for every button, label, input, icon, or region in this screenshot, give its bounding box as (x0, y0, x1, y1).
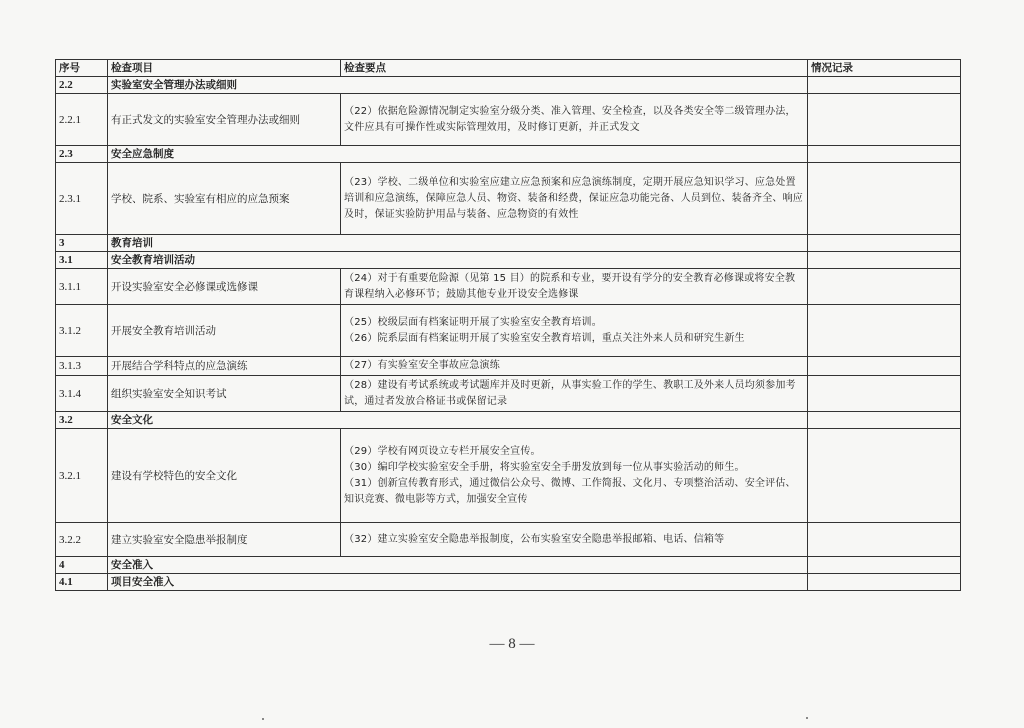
check-point: （30）编印学校实验室安全手册，将实验室安全手册发放到每一位从事实验活动的师生。 (344, 461, 745, 473)
check-points (341, 523, 808, 557)
row-number: 3.2 (56, 412, 108, 429)
table-row (56, 357, 961, 376)
record-cell (808, 429, 961, 523)
record-cell (808, 235, 961, 252)
row-number: 3.1.4 (56, 376, 108, 412)
row-number: 2.3.1 (56, 163, 108, 235)
row-number: 4 (56, 557, 108, 574)
section-title: 安全应急制度 (108, 146, 808, 163)
table-row (56, 163, 961, 235)
header-no: 序号 (56, 60, 108, 77)
table-row (56, 305, 961, 357)
record-cell (808, 146, 961, 163)
row-number: 3.2.2 (56, 523, 108, 557)
check-item: 组织实验室安全知识考试 (108, 376, 341, 412)
check-points (341, 357, 808, 376)
row-number: 2.2 (56, 77, 108, 94)
section-title: 项目安全准入 (108, 574, 808, 591)
table-body (56, 77, 961, 591)
check-item: 建立实验室安全隐患举报制度 (108, 523, 341, 557)
section-row (56, 574, 961, 591)
record-cell (808, 376, 961, 412)
table-row (56, 376, 961, 412)
section-row (56, 557, 961, 574)
section-title: 安全教育培训活动 (108, 252, 808, 269)
header-item: 检查项目 (108, 60, 341, 77)
check-point: （25）校级层面有档案证明开展了实验室安全教育培训。 (344, 316, 602, 328)
page-number: — 8 — (489, 636, 535, 652)
table-header-row (56, 60, 961, 77)
check-item: 学校、院系、实验室有相应的应急预案 (108, 163, 341, 235)
row-number: 3.1.2 (56, 305, 108, 357)
inspection-table (55, 59, 961, 591)
record-cell (808, 77, 961, 94)
row-number: 3.1 (56, 252, 108, 269)
check-point: （26）院系层面有档案证明开展了实验室安全教育培训，重点关注外来人员和研究生新生 (344, 332, 745, 344)
check-point: （32）建立实验室安全隐患举报制度，公布实验室安全隐患举报邮箱、电话、信箱等 (344, 533, 725, 545)
row-number: 3.1.1 (56, 269, 108, 305)
record-cell (808, 357, 961, 376)
check-item: 建设有学校特色的安全文化 (108, 429, 341, 523)
row-number: 2.2.1 (56, 94, 108, 146)
check-item: 开设实验室安全必修课或选修课 (108, 269, 341, 305)
section-title: 教育培训 (108, 235, 808, 252)
section-title: 实验室安全管理办法或细则 (108, 77, 808, 94)
table-row (56, 269, 961, 305)
check-point: （27）有实验室安全事故应急演练 (344, 360, 500, 371)
section-title: 安全准入 (108, 557, 808, 574)
check-points (341, 163, 808, 235)
table-row (56, 429, 961, 523)
header-points: 检查要点 (341, 60, 808, 77)
record-cell (808, 557, 961, 574)
check-point: （28）建设有考试系统或考试题库并及时更新，从事实验工作的学生、教职工及外来人员均须参加考试，通过者发放合格证书或保留记录 (344, 379, 796, 407)
section-row (56, 235, 961, 252)
section-row (56, 77, 961, 94)
record-cell (808, 269, 961, 305)
check-point: （24）对于有重要危险源（见第 15 目）的院系和专业，要开设有学分的安全教育必修课或将安全教育课程纳入必修环节；鼓励其他专业开设安全选修课 (344, 272, 796, 300)
check-point: （31）创新宣传教育形式，通过微信公众号、微博、工作简报、文化月、专项整治活动、安全评估、知识竞赛、微电影等方式，加强安全宣传 (344, 477, 796, 505)
record-cell (808, 94, 961, 146)
check-point: （22）依据危险源情况制定实验室分级分类、准入管理、安全检查，以及各类安全等二级管理办法，文件应具有可操作性或实际管理效用，及时修订更新，并正式发文 (344, 105, 796, 133)
section-title: 安全文化 (108, 412, 808, 429)
record-cell (808, 412, 961, 429)
check-points (341, 376, 808, 412)
section-row (56, 252, 961, 269)
check-point: （29）学校有网页设立专栏开展安全宣传。 (344, 445, 541, 457)
row-number: 3 (56, 235, 108, 252)
record-cell (808, 574, 961, 591)
scan-speck (262, 718, 264, 720)
header-record: 情况记录 (808, 60, 961, 77)
check-points (341, 94, 808, 146)
record-cell (808, 163, 961, 235)
record-cell (808, 252, 961, 269)
check-points (341, 305, 808, 357)
check-points (341, 429, 808, 523)
check-item: 开展结合学科特点的应急演练 (108, 357, 341, 376)
row-number: 3.2.1 (56, 429, 108, 523)
check-item: 有正式发文的实验室安全管理办法或细则 (108, 94, 341, 146)
row-number: 2.3 (56, 146, 108, 163)
scan-speck (806, 717, 808, 719)
record-cell (808, 523, 961, 557)
check-item: 开展安全教育培训活动 (108, 305, 341, 357)
table-row (56, 94, 961, 146)
table-row (56, 523, 961, 557)
record-cell (808, 305, 961, 357)
row-number: 3.1.3 (56, 357, 108, 376)
check-point: （23）学校、二级单位和实验室应建立应急预案和应急演练制度，定期开展应急知识学习、应急处置培训和应急演练，保障应急人员、物资、装备和经费，保证应急功能完备、人员到位、装备齐全、响应及时，保证实验防护用品与装备、应急物资的有效性 (344, 176, 803, 220)
check-points (341, 269, 808, 305)
section-row (56, 146, 961, 163)
section-row (56, 412, 961, 429)
row-number: 4.1 (56, 574, 108, 591)
